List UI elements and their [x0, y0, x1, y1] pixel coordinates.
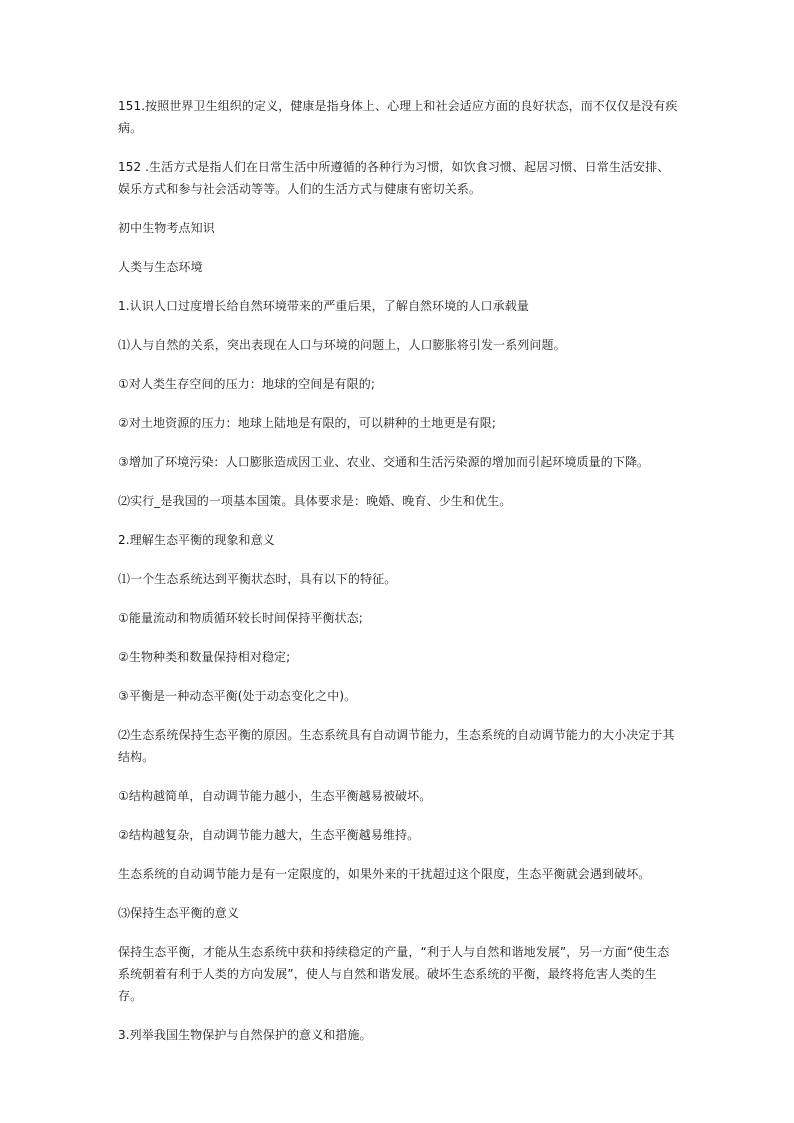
point-environmental-pollution: ③增加了环境污染：人口膨胀造成因工业、农业、交通和生活污染源的增加而引起环境质量的下降。 — [118, 455, 650, 469]
point-living-space-pressure: ①对人类生存空间的压力：地球的空间是有限的; — [118, 377, 376, 391]
section-heading-biology-knowledge: 初中生物考点知识 — [118, 221, 215, 235]
subitem-1-human-nature-relation: ⑴人与自然的关系，突出表现在人口与环境的问题上，人口膨胀将引发一系列问题。 — [118, 338, 566, 352]
item-2-ecological-balance: 2.理解生态平衡的现象和意义 — [118, 533, 275, 547]
point-dynamic-balance: ③平衡是一种动态平衡(处于动态变化之中)。 — [118, 689, 357, 703]
paragraph-balance-significance: 保持生态平衡，才能从生态系统中获和持续稳定的产量，“利于人与自然和谐地发展”，另一方面“使生态系统朝着有利于人类的方向发展”，使人与自然和谐发展。破坏生态系统的平衡，最终将危害人类的生存。 — [118, 945, 670, 1003]
point-energy-matter-cycle: ①能量流动和物质循环较长时间保持平衡状态; — [118, 611, 363, 625]
paragraph-152: 152 .生活方式是指人们在日常生活中所遵循的各种行为习惯，如饮食习惯、起居习惯、日常生活安排、娱乐方式和参与社会活动等等。人们的生活方式与健康有密切关系。 — [118, 160, 670, 196]
section-heading-human-ecology: 人类与生态环境 — [118, 260, 203, 274]
subitem-1-balance-features: ⑴一个生态系统达到平衡状态时，具有以下的特征。 — [118, 572, 397, 586]
item-3-biological-protection: 3.列举我国生物保护与自然保护的意义和措施。 — [118, 1028, 372, 1042]
point-land-resource-pressure: ②对土地资源的压力：地球上陆地是有限的，可以耕种的土地更是有限; — [118, 416, 497, 430]
point-simple-structure: ①结构越简单，自动调节能力越小，生态平衡越易被破坏。 — [118, 789, 432, 803]
subitem-2-national-policy: ⑵实行_是我国的一项基本国策。具体要求是：晚婚、晚育、少生和优生。 — [118, 494, 512, 508]
paragraph-regulation-limit: 生态系统的自动调节能力是有一定限度的，如果外来的干扰超过这个限度，生态平衡就会遇到破坏。 — [118, 867, 651, 881]
paragraph-151: 151.按照世界卫生组织的定义，健康是指身体上、心理上和社会适应方面的良好状态，而不仅仅是没有疾病。 — [118, 99, 678, 135]
subitem-2-balance-reason: ⑵生态系统保持生态平衡的原因。生态系统具有自动调节能力，生态系统的自动调节能力的大小决定于其结构。 — [118, 728, 675, 764]
point-complex-structure: ②结构越复杂，自动调节能力越大，生态平衡越易维持。 — [118, 828, 420, 842]
subitem-3-balance-significance: ⑶保持生态平衡的意义 — [118, 906, 240, 920]
item-1-population-growth: 1.认识人口过度增长给自然环境带来的严重后果，了解自然环境的人口承载量 — [118, 299, 529, 313]
point-species-stability: ②生物种类和数量保持相对稳定; — [118, 650, 291, 664]
document-body — [118, 95, 678, 1063]
